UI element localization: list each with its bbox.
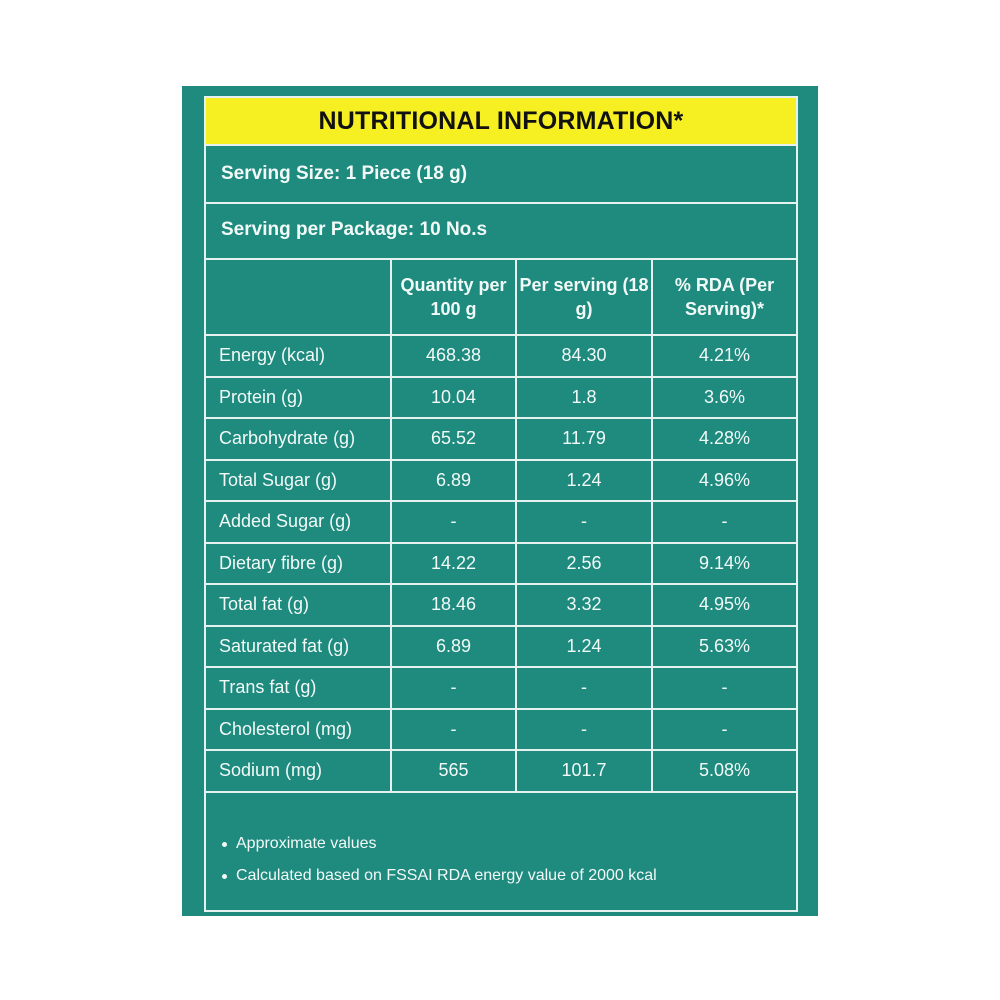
per-serving-value: 1.24 [516,460,652,502]
nutrient-name: Sodium (mg) [206,750,391,792]
nutrient-name: Carbohydrate (g) [206,418,391,460]
rda-value: 3.6% [652,377,796,419]
rda-value: 4.95% [652,584,796,626]
per-100g-value: - [391,667,516,709]
table-row [206,709,796,751]
table-row [206,543,796,585]
rda-value: 4.28% [652,418,796,460]
nutrition-table [206,260,796,793]
per-100g-value: 14.22 [391,543,516,585]
per-100g-value: 565 [391,750,516,792]
footnote [218,860,657,892]
table-row [206,626,796,668]
per-serving-value: 11.79 [516,418,652,460]
rda-value: 4.21% [652,335,796,377]
per-100g-value: 468.38 [391,335,516,377]
per-100g-value: 6.89 [391,626,516,668]
table-row [206,460,796,502]
per-100g-value: 6.89 [391,460,516,502]
rda-value: 5.63% [652,626,796,668]
table-row [206,418,796,460]
table-row [206,584,796,626]
footnote [218,828,657,860]
per-serving-value: - [516,501,652,543]
table-header-row [206,260,796,335]
per-100g-value: - [391,709,516,751]
per-serving-value: 1.24 [516,626,652,668]
per-serving-value: 1.8 [516,377,652,419]
nutrient-name: Energy (kcal) [206,335,391,377]
rda-value: - [652,709,796,751]
per-serving-value: - [516,667,652,709]
footnote-text: Calculated based on FSSAI RDA energy value of 2000 kcal [236,867,657,884]
nutrient-name: Protein (g) [206,377,391,419]
nutrient-name: Dietary fibre (g) [206,543,391,585]
footnotes [218,828,657,892]
rda-value: - [652,501,796,543]
per-serving-value: 84.30 [516,335,652,377]
nutrient-name: Total fat (g) [206,584,391,626]
table-row [206,667,796,709]
rda-value: 5.08% [652,750,796,792]
per-100g-value: 18.46 [391,584,516,626]
column-header-rda: % RDA (Per Serving)* [652,260,796,335]
nutrient-name: Added Sugar (g) [206,501,391,543]
table-row [206,377,796,419]
nutrition-title: NUTRITIONAL INFORMATION* [206,98,796,144]
bullet-icon [222,874,227,879]
per-serving-value: 2.56 [516,543,652,585]
column-header-per-serving: Per serving (18 g) [516,260,652,335]
nutrient-name: Saturated fat (g) [206,626,391,668]
nutrient-name: Total Sugar (g) [206,460,391,502]
per-serving-value: 3.32 [516,584,652,626]
per-100g-value: 65.52 [391,418,516,460]
bullet-icon [222,842,227,847]
footnote-text: Approximate values [236,835,377,852]
table-row [206,501,796,543]
per-serving-value: 101.7 [516,750,652,792]
per-100g-value: - [391,501,516,543]
rda-value: - [652,667,796,709]
per-serving-value: - [516,709,652,751]
nutrient-name: Cholesterol (mg) [206,709,391,751]
table-row [206,750,796,792]
servings-per-package: Serving per Package: 10 No.s [221,219,488,240]
table-row [206,335,796,377]
nutrient-name: Trans fat (g) [206,667,391,709]
serving-size: Serving Size: 1 Piece (18 g) [221,163,468,184]
per-100g-value: 10.04 [391,377,516,419]
column-header-per-100g: Quantity per 100 g [391,260,516,335]
column-header-nutrient [206,260,391,335]
rda-value: 4.96% [652,460,796,502]
rda-value: 9.14% [652,543,796,585]
